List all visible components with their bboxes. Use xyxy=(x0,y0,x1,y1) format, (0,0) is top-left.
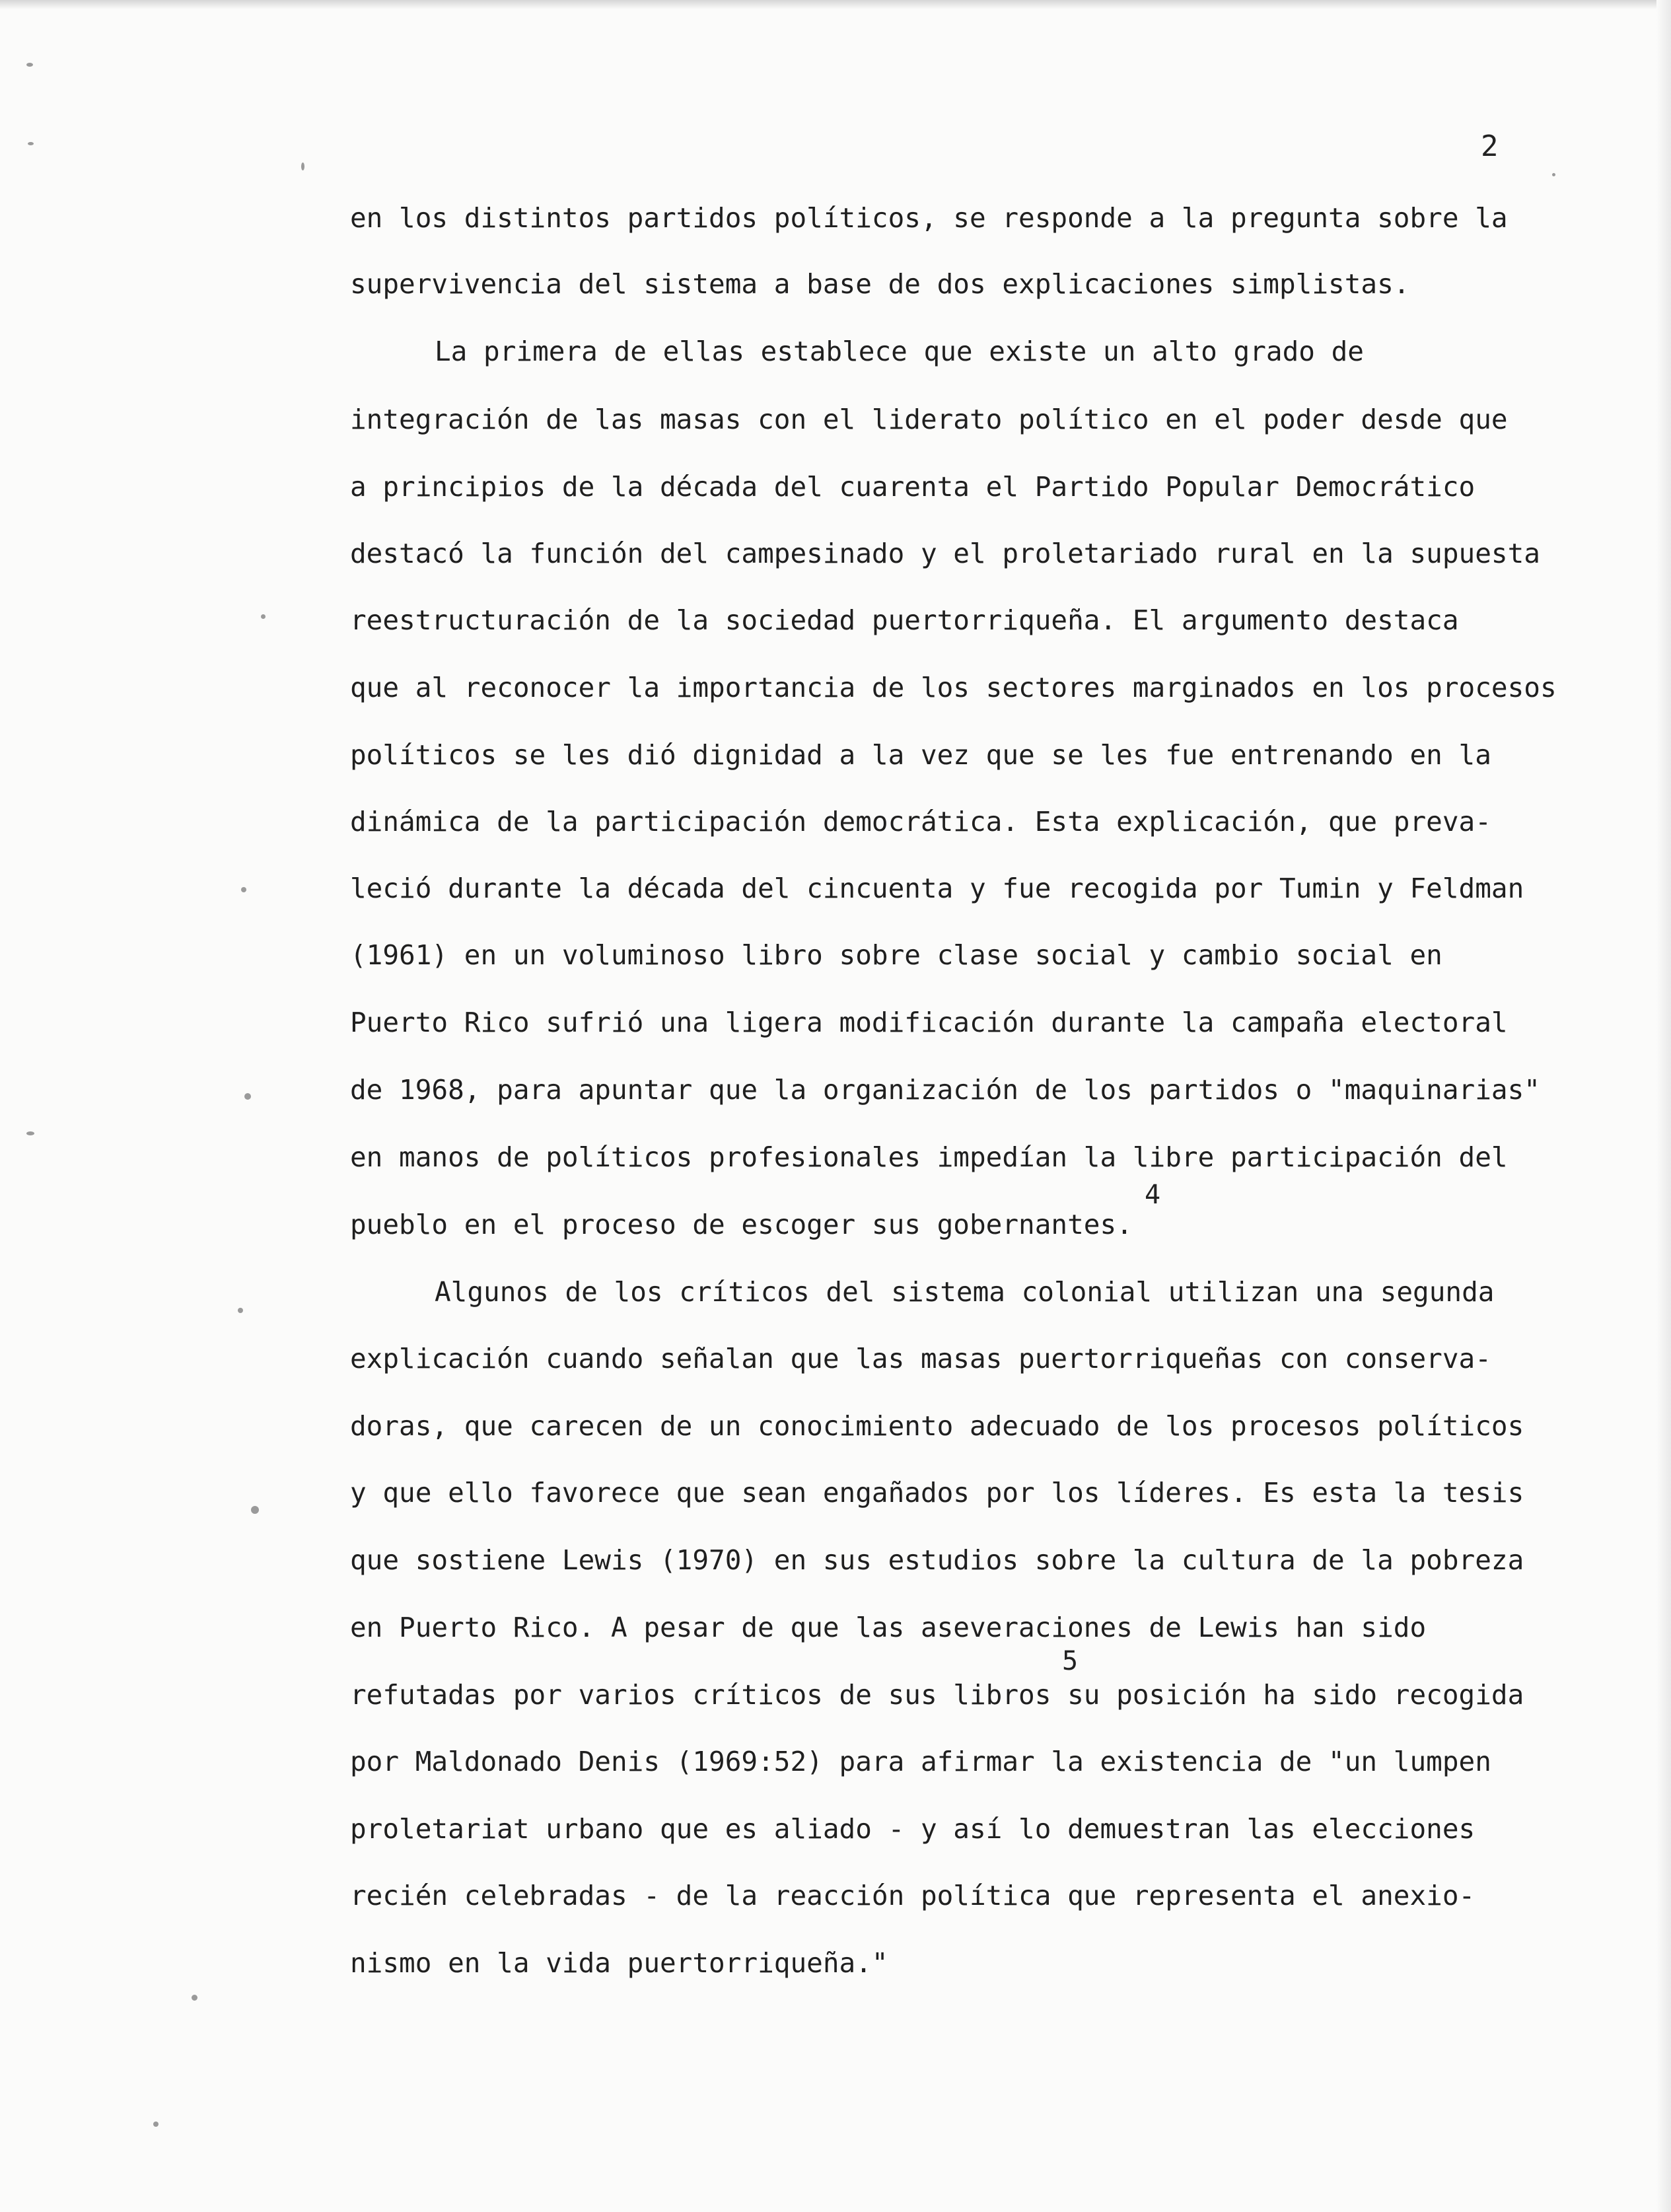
text-line-24: por Maldonado Denis (1969:52) para afirmar la existencia de "un lumpen xyxy=(350,1746,1491,1777)
text-line-20: y que ello favorece que sean engañados por los líderes. Es esta la tesis xyxy=(350,1477,1524,1509)
text-line-9: políticos se les dió dignidad a la vez que se les fue entrenando en la xyxy=(350,739,1491,771)
text-line-3: La primera de ellas establece que existe un alto grado de xyxy=(435,336,1364,367)
text-line-8: que al reconocer la importancia de los sectores marginados en los procesos xyxy=(350,672,1557,703)
text-line-1: en los distintos partidos políticos, se responde a la pregunta sobre la xyxy=(350,202,1508,234)
text-line-12: (1961) en un voluminoso libro sobre clase social y cambio social en xyxy=(350,939,1442,971)
footnote-marker-5: 5 xyxy=(1062,1646,1079,1676)
scan-speck xyxy=(238,1308,243,1313)
scan-speck xyxy=(244,1093,251,1100)
text-line-11: leció durante la década del cincuenta y fue recogida por Tumin y Feldman xyxy=(350,873,1524,904)
scan-speck xyxy=(192,1995,197,2001)
text-line-15: en manos de políticos profesionales impedían la libre participación del xyxy=(350,1141,1508,1173)
text-line-16: pueblo en el proceso de escoger sus gobernantes. xyxy=(350,1209,1133,1240)
page-number: 2 xyxy=(1481,129,1499,163)
text-line-26: recién celebradas - de la reacción política que representa el anexio- xyxy=(350,1880,1475,1911)
scan-speck xyxy=(1552,173,1555,176)
text-line-10: dinámica de la participación democrática. Esta explicación, que preva- xyxy=(350,806,1491,838)
text-line-22: en Puerto Rico. A pesar de que las aseveraciones de Lewis han sido xyxy=(350,1612,1427,1643)
text-line-4: integración de las masas con el liderato político en el poder desde que xyxy=(350,404,1508,435)
text-line-7: reestructuración de la sociedad puertorriqueña. El argumento destaca xyxy=(350,604,1459,636)
text-line-21: que sostiene Lewis (1970) en sus estudios sobre la cultura de la pobreza xyxy=(350,1544,1524,1576)
scan-speck xyxy=(153,2122,159,2127)
scan-speck xyxy=(26,63,33,67)
scan-speck xyxy=(28,142,34,145)
text-line-5: a principios de la década del cuarenta el Partido Popular Democrático xyxy=(350,471,1475,503)
text-line-19: doras, que carecen de un conocimiento adecuado de los procesos políticos xyxy=(350,1410,1524,1442)
scan-speck xyxy=(301,162,304,170)
page-top-edge-shadow xyxy=(0,0,1671,9)
text-line-23: refutadas por varios críticos de sus libros su posición ha sido recogida xyxy=(350,1679,1524,1711)
scan-speck xyxy=(251,1506,259,1514)
footnote-marker-4: 4 xyxy=(1145,1180,1161,1210)
text-line-27: nismo en la vida puertorriqueña." xyxy=(350,1947,888,1979)
text-line-6: destacó la función del campesinado y el proletariado rural en la supuesta xyxy=(350,538,1540,569)
text-line-17: Algunos de los críticos del sistema colonial utilizan una segunda xyxy=(435,1276,1495,1308)
text-line-13: Puerto Rico sufrió una ligera modificación durante la campaña electoral xyxy=(350,1007,1508,1038)
scan-speck xyxy=(261,614,266,619)
scan-speck xyxy=(26,1131,34,1135)
text-line-2: supervivencia del sistema a base de dos explicaciones simplistas. xyxy=(350,268,1410,300)
text-line-25: proletariat urbano que es aliado - y así lo demuestran las elecciones xyxy=(350,1813,1475,1845)
page-right-edge-shadow xyxy=(1656,0,1671,2212)
scan-speck xyxy=(241,887,246,892)
text-line-18: explicación cuando señalan que las masas puertorriqueñas con conserva- xyxy=(350,1343,1491,1374)
text-line-14: de 1968, para apuntar que la organización de los partidos o "maquinarias" xyxy=(350,1074,1540,1106)
